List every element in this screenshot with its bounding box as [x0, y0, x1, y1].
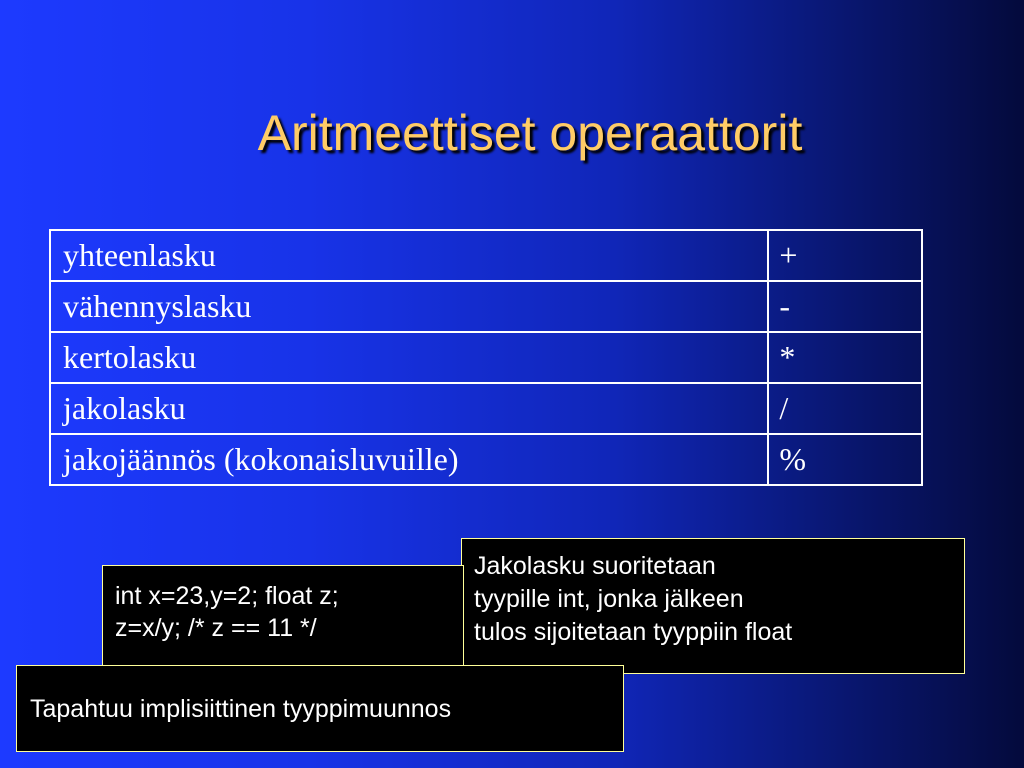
code-box	[102, 565, 464, 669]
table-row	[50, 281, 922, 332]
conversion-box	[16, 665, 624, 752]
operator-symbol-cell: *	[768, 332, 922, 383]
explanation-box	[461, 538, 965, 674]
table-row	[50, 383, 922, 434]
explanation-line: Jakolasku suoritetaan	[474, 552, 716, 580]
operator-symbol-cell: +	[768, 230, 922, 281]
operator-name-cell: vähennyslasku	[50, 281, 768, 332]
operator-symbol-cell: /	[768, 383, 922, 434]
table-row	[50, 230, 922, 281]
code-line: int x=23,y=2; float z;	[115, 582, 339, 610]
table-row	[50, 332, 922, 383]
operators-table	[49, 229, 923, 486]
operator-name-cell: kertolasku	[50, 332, 768, 383]
operator-symbol-cell: %	[768, 434, 922, 485]
operator-name-cell: yhteenlasku	[50, 230, 768, 281]
operator-symbol-cell: -	[768, 281, 922, 332]
conversion-text: Tapahtuu implisiittinen tyyppimuunnos	[30, 695, 452, 723]
operator-name-cell: jakojäännös (kokonaisluvuille)	[50, 434, 768, 485]
explanation-line: tyypille int, jonka jälkeen	[474, 585, 744, 613]
explanation-line: tulos sijoitetaan tyyppiin float	[474, 618, 793, 646]
table-row	[50, 434, 922, 485]
code-line: z=x/y; /* z == 11 */	[115, 614, 317, 642]
operator-name-cell: jakolasku	[50, 383, 768, 434]
slide-title: Aritmeettiset operaattorit	[257, 105, 803, 161]
